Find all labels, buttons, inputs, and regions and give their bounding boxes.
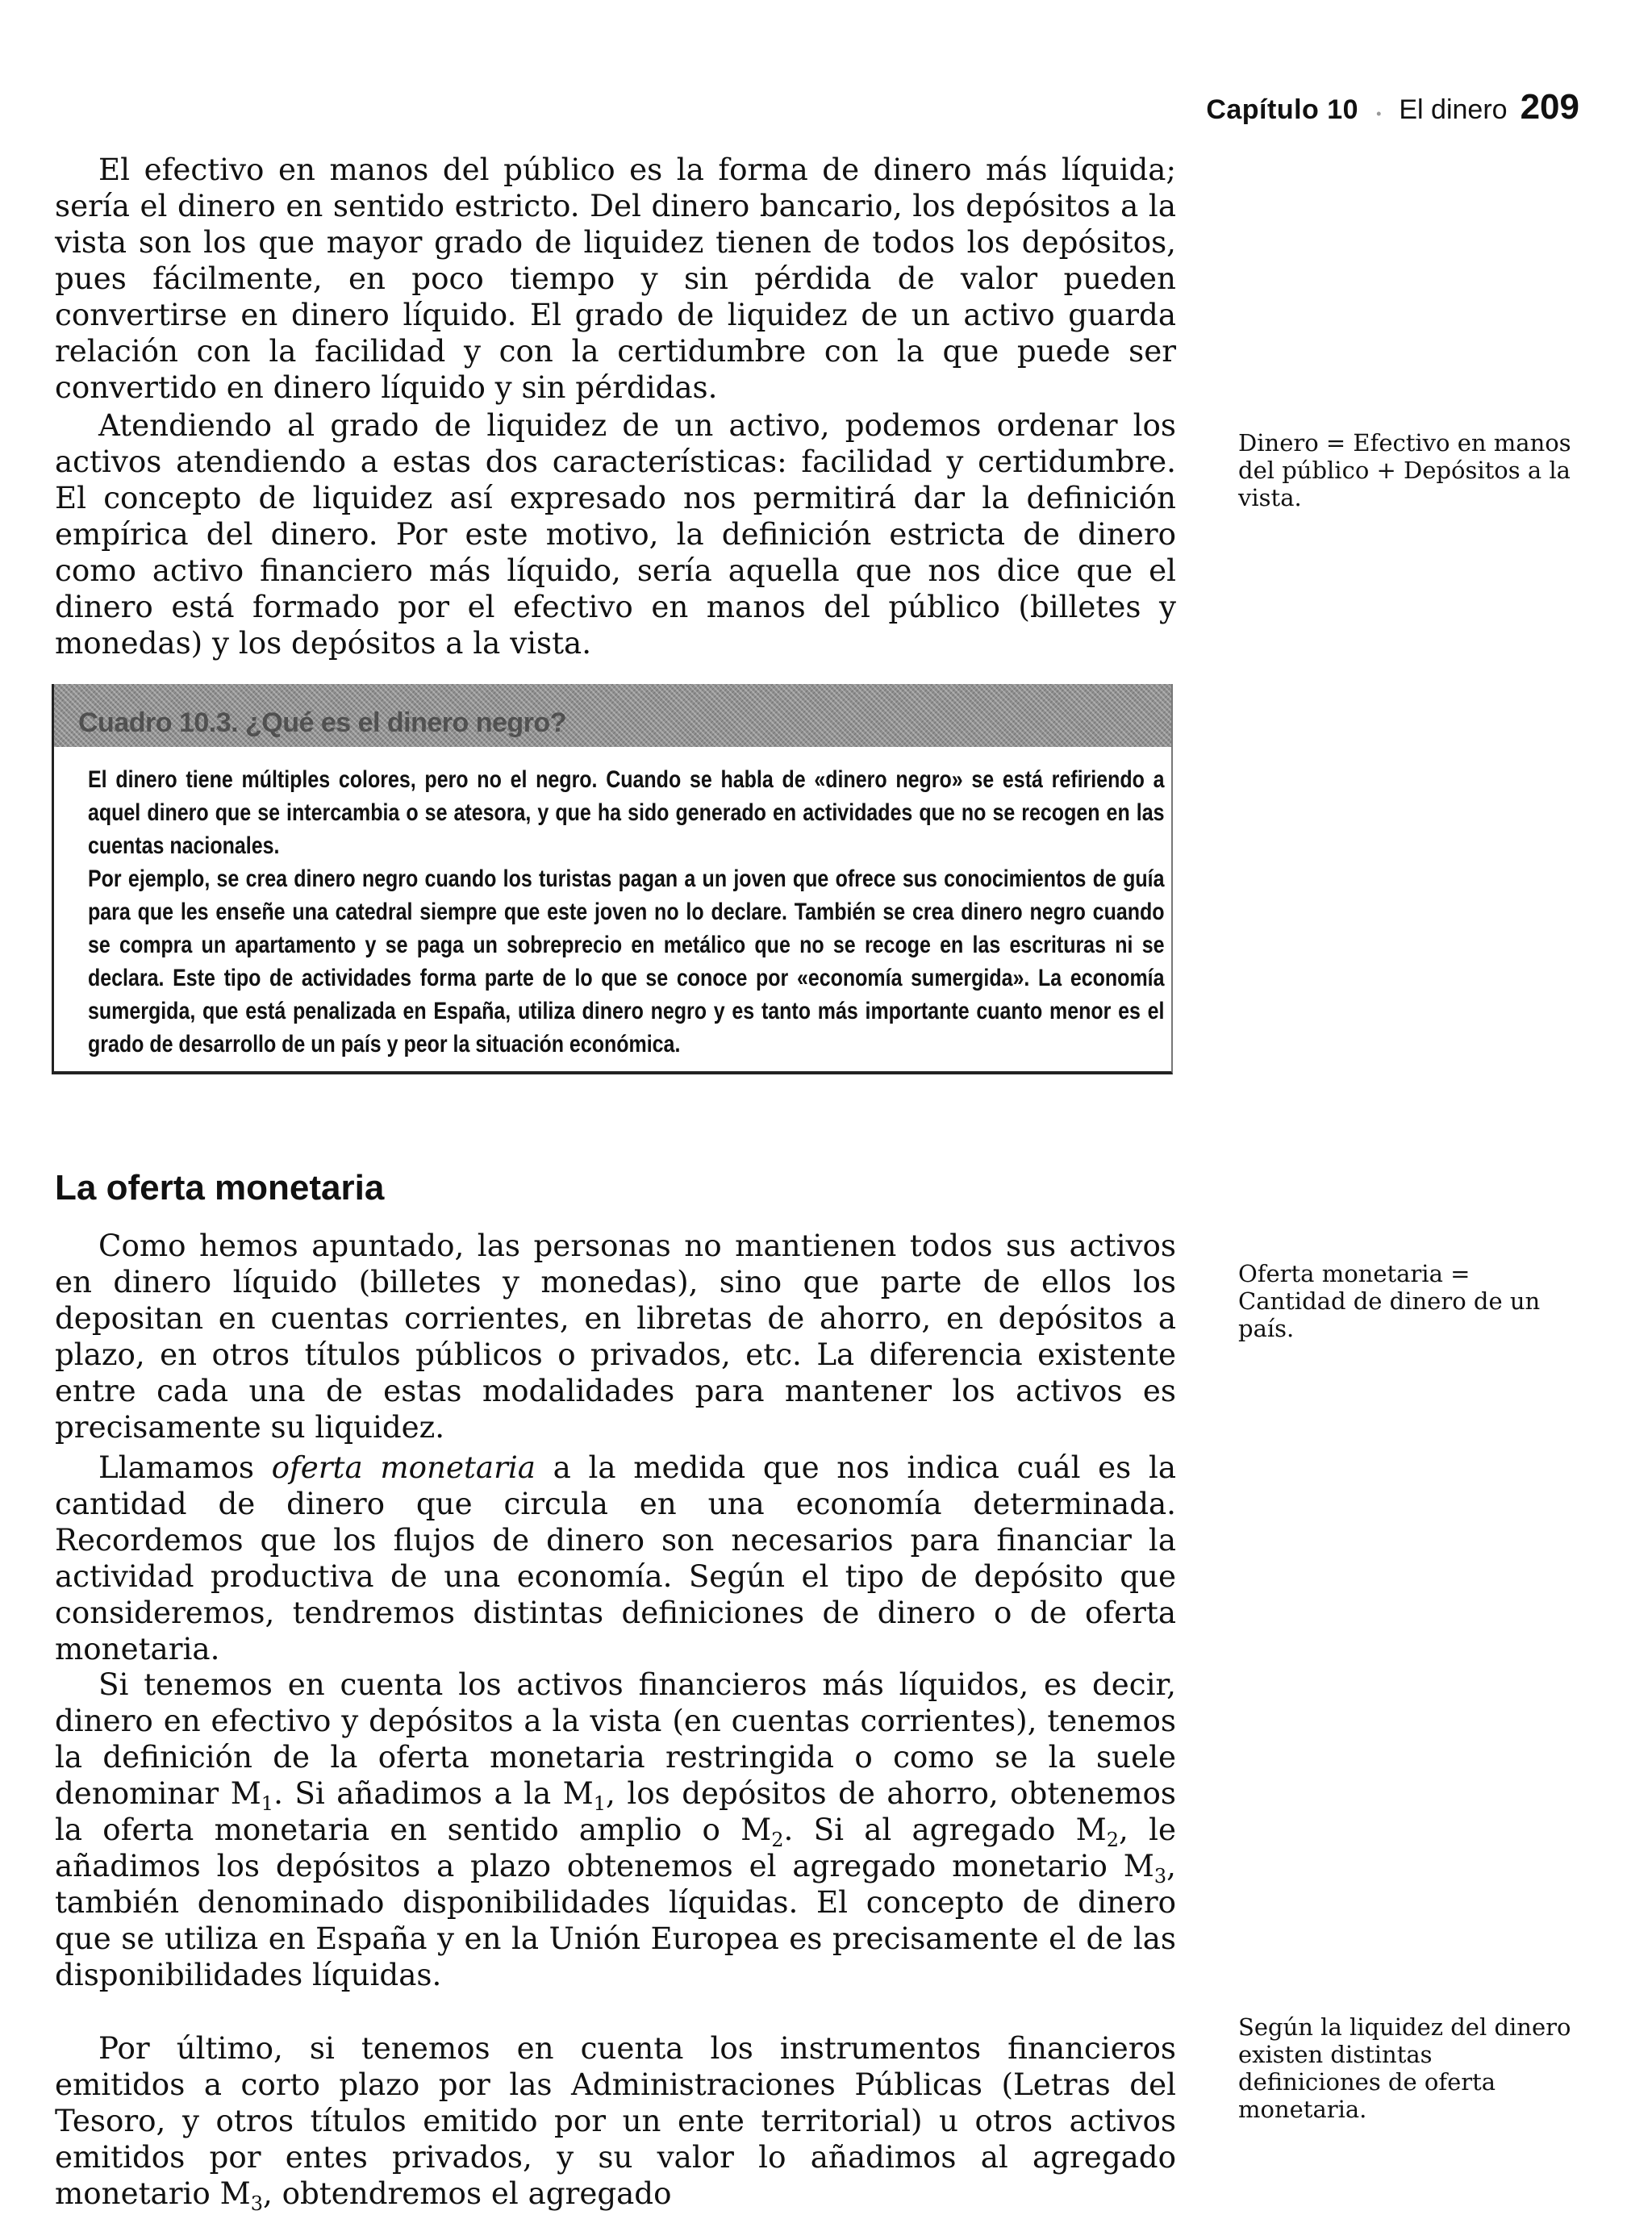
page-number: 209 — [1520, 87, 1579, 127]
p5-sub-4: 2 — [1106, 1829, 1120, 1851]
box-text — [88, 763, 1165, 1061]
p5-sub-3: 2 — [771, 1829, 784, 1851]
p5-text-c: , los depósitos de ahorro, obtenemos la oferta monetaria en sentido amplio o M — [55, 1775, 1176, 1847]
header-separator: • — [1376, 106, 1382, 122]
paragraph-liquidez: Atendiendo al grado de liquidez de un activo, podemos ordenar los activos atendiendo a estas dos características: facilidad y certidumbre. El concepto de liquidez así expresado nos permitirá dar la definición empírica del dinero. Por este motivo, la definición estricta de dinero como activo financiero más líquido, sería aquella que nos dice que el dinero está formado por el efectivo en manos del público (billetes y monedas) y los depósitos a la vista. — [55, 407, 1176, 661]
p5-text-d: . Si al agregado M — [783, 1812, 1107, 1847]
p5-sub-2: 1 — [593, 1792, 607, 1815]
p5-text-f: , también denominado disponibilidades líquidas. El concepto de dinero que se utiliza en España y en la Unión Europea es precisamente el de las disponibilidades líquidas. — [55, 1848, 1176, 1992]
p5-sub-1: 1 — [261, 1792, 274, 1815]
p5-text-e: , le añadimos los depósitos a plazo obtenemos el agregado monetario M — [55, 1812, 1177, 1883]
p6-text-b: , obtendremos el agregado — [262, 2175, 672, 2211]
paragraph-oferta-monetaria — [55, 1450, 1176, 1667]
paragraph-ultimo — [55, 2030, 1176, 2215]
chapter-label: Capítulo 10 — [1206, 94, 1359, 125]
p4-text-a: Llamamos — [98, 1450, 272, 1485]
box-dinero-negro — [52, 684, 1173, 1074]
box-paragraph-2: Por ejemplo, se crea dinero negro cuando los turistas pagan a un joven que ofrece sus conocimientos de guía para que les enseñe una catedral siempre que este joven no lo declare. También se crea dinero negro cuando se compra un apartamento y se paga un sobreprecio en metálico que no se recoge en las escrituras ni se declara. Este tipo de actividades forma parte de lo que se conoce por «economía sumergida». La economía sumergida, que está penalizada en España, utiliza dinero negro y es tanto más importante cuanto menor es el grado de desarrollo de un país y peor la situación económica. — [88, 866, 1165, 1057]
running-header — [1206, 87, 1579, 127]
box-title: Cuadro 10.3. ¿Qué es el dinero negro? — [78, 707, 566, 738]
section-title: La oferta monetaria — [55, 1168, 385, 1208]
p6-text-a: Por último, si tenemos en cuenta los instrumentos financieros emitidos a corto plazo por las Administraciones Públicas (Letras del Tesoro, y otros títulos emitido por un ente territorial) u otros activos emitidos por entes privados, y su valor lo añadimos al agregado monetario M — [55, 2030, 1176, 2211]
chapter-title: El dinero — [1399, 94, 1508, 125]
margin-note-liquidez: Según la liquidez del dinero existen distintas definiciones de oferta monetaria. — [1238, 2013, 1571, 2123]
p5-sub-5: 3 — [1153, 1865, 1167, 1888]
p4-text-b: a la medida que nos indica cuál es la cantidad de dinero que circula en una economía determinada. Recordemos que los flujos de dinero son necesarios para financiar la actividad productiva de una economía. Según el tipo de depósito que consideremos, tendremos distintas definiciones de dinero o de oferta monetaria. — [55, 1450, 1177, 1666]
margin-note-dinero: Dinero = Efectivo en manos del público + Depósitos a la vista. — [1238, 429, 1571, 511]
paragraph-efectivo: El efectivo en manos del público es la forma de dinero más líquida; sería el dinero en sentido estricto. Del dinero bancario, los depósitos a la vista son los que mayor grado de liquidez tienen de todos los depósitos, pues fácilmente, en poco tiempo y sin pérdida de valor pueden convertirse en dinero líquido. El grado de liquidez de un activo guarda relación con la facilidad y con la certidumbre con la que puede ser convertido en dinero líquido y sin pérdidas. — [55, 152, 1176, 405]
paragraph-activos: Como hemos apuntado, las personas no mantienen todos sus activos en dinero líquido (billetes y monedas), sino que parte de ellos los depositan en cuentas corrientes, en libretas de ahorro, en depósitos a plazo, en otros títulos públicos o privados, etc. La diferencia existente entre cada una de estas modalidades para mantener los activos es precisamente su liquidez. — [55, 1228, 1176, 1445]
box-title-bar — [54, 684, 1171, 747]
p6-sub-1: 3 — [250, 2192, 263, 2215]
margin-note-oferta: Oferta monetaria = Cantidad de dinero de un país. — [1238, 1260, 1541, 1342]
p4-emphasis: oferta monetaria — [271, 1450, 536, 1485]
p5-text-b: . Si añadimos a la M — [273, 1775, 594, 1811]
box-paragraph-1: El dinero tiene múltiples colores, pero no el negro. Cuando se habla de «dinero negro» se está refiriendo a aquel dinero que se intercambia o se atesora, y que ha sido generado en actividades que no se recogen en las cuentas nacionales. — [88, 766, 1165, 859]
paragraph-agregados — [55, 1666, 1176, 1993]
p5-text-a: Si tenemos en cuenta los activos financieros más líquidos, es decir, dinero en efectivo y depósitos a la vista (en cuentas corrientes), tenemos la definición de la oferta monetaria restringida o como se la suele denominar M — [55, 1666, 1176, 1811]
